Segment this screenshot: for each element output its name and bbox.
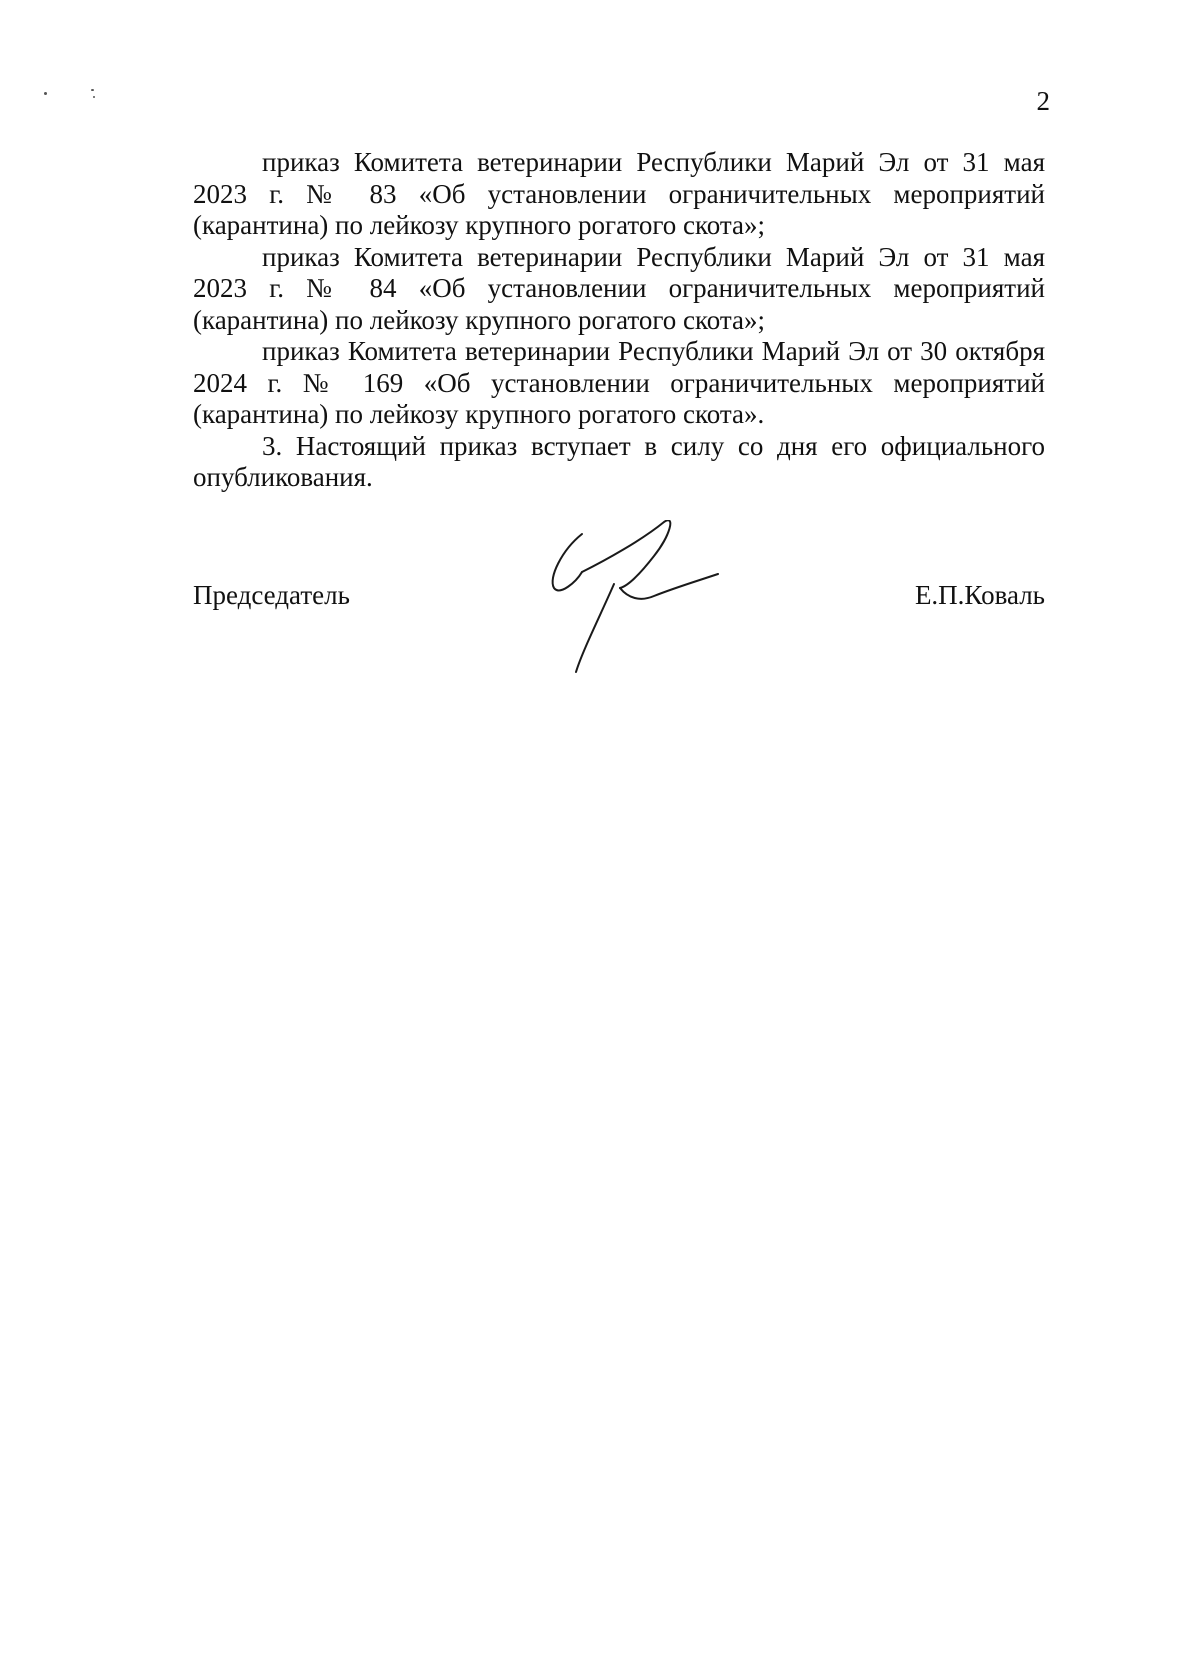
handwritten-signature [542, 520, 722, 695]
document-body [193, 147, 1045, 494]
signer-name: Е.П.Коваль [914, 580, 1045, 610]
scan-speck [44, 92, 47, 95]
paragraph-order-169: приказ Комитета ветеринарии Республики Марий Эл от 30 октября 2024 г. № 169 «Об установлении ограничительных мероприятий (карантина) по лейкозу крупного рогатого скота». [193, 336, 1045, 429]
page-number: 2 [1036, 86, 1050, 116]
scan-speck [93, 96, 95, 98]
scan-speck [91, 89, 94, 91]
paragraph-effective-date: 3. Настоящий приказ вступает в силу со дня его официального опубликования. [193, 430, 1045, 492]
paragraph-order-83: приказ Комитета ветеринарии Республики Марий Эл от 31 мая 2023 г. № 83 «Об установлении ограничительных мероприятий (карантина) по лейкозу крупного рогатого скота»; [193, 147, 1045, 240]
signer-position: Председатель [193, 580, 350, 610]
paragraph-order-84: приказ Комитета ветеринарии Республики Марий Эл от 31 мая 2023 г. № 84 «Об установлении ограничительных мероприятий (карантина) по лейкозу крупного рогатого скота»; [193, 241, 1045, 335]
